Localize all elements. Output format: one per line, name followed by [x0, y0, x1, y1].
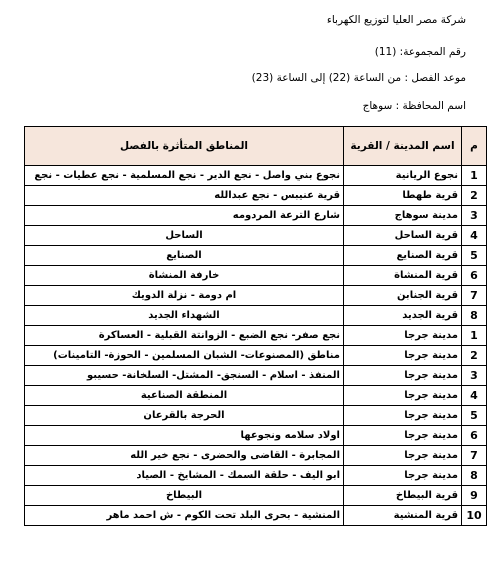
row-number: 5: [462, 246, 487, 266]
table-row: [25, 286, 487, 306]
row-areas: قرية عنيبس - نجع عبدالله: [25, 186, 344, 206]
row-areas: شارع الترعة المردومه: [25, 206, 344, 226]
row-city: مدينة جرجا: [344, 366, 462, 386]
table-row: [25, 246, 487, 266]
table-row: [25, 346, 487, 366]
table-body: [25, 166, 487, 526]
row-city: نجوع الريانية: [344, 166, 462, 186]
row-areas: خارفة المنشاة: [25, 266, 344, 286]
row-areas: اولاد سلامه ونجوعها: [25, 426, 344, 446]
row-number: 6: [462, 426, 487, 446]
table-row: [25, 386, 487, 406]
row-city: مدينة جرجا: [344, 446, 462, 466]
row-city: قرية الجديد: [344, 306, 462, 326]
row-areas: نجع صفر- نجع الضبع - الزوانتة القبلية - العساكرة: [25, 326, 344, 346]
row-number: 6: [462, 266, 487, 286]
row-city: مدينة جرجا: [344, 466, 462, 486]
row-areas: مناطق (المصنوعات- الشبان المسلمين - الحوزة- التامينات): [25, 346, 344, 366]
cut-schedule: موعد الفصل : من الساعة (22) إلى الساعة (23): [251, 72, 466, 84]
table-row: [25, 486, 487, 506]
company-name: شركة مصر العليا لتوزيع الكهرباء: [326, 14, 466, 26]
row-number: 2: [462, 186, 487, 206]
row-city: مدينة جرجا: [344, 386, 462, 406]
table-row: [25, 426, 487, 446]
row-areas: المنفذ - اسلام - السنجق- المشتل- السلخانة- حسيبو: [25, 366, 344, 386]
table-row: [25, 366, 487, 386]
table-row: [25, 266, 487, 286]
table-row: [25, 306, 487, 326]
row-number: 8: [462, 306, 487, 326]
governorate-name: اسم المحافظة : سوهاج: [362, 100, 466, 112]
row-areas: المجابرة - القاضى والحضرى - نجع خير الله: [25, 446, 344, 466]
row-number: 4: [462, 226, 487, 246]
row-city: قرية الساحل: [344, 226, 462, 246]
row-city: قرية الجنابن: [344, 286, 462, 306]
row-city: قرية الصنايع: [344, 246, 462, 266]
table-row: [25, 226, 487, 246]
row-number: 2: [462, 346, 487, 366]
row-city: قرية البيطاخ: [344, 486, 462, 506]
table-row: [25, 326, 487, 346]
table-row: [25, 506, 487, 526]
header-num: م: [462, 127, 487, 166]
row-city: مدينة جرجا: [344, 406, 462, 426]
row-number: 1: [462, 326, 487, 346]
row-areas: البيطاخ: [25, 486, 344, 506]
row-number: 5: [462, 406, 487, 426]
row-areas: المنطقة الصناعية: [25, 386, 344, 406]
table-row: [25, 166, 487, 186]
row-city: مدينة جرجا: [344, 426, 462, 446]
row-number: 3: [462, 366, 487, 386]
row-areas: ام دومة - نزلة الدويك: [25, 286, 344, 306]
outage-table: [24, 126, 487, 526]
row-areas: ابو اليف - حلقة السمك - المشايخ - الصياد: [25, 466, 344, 486]
row-areas: الحرجة بالقرعان: [25, 406, 344, 426]
row-number: 4: [462, 386, 487, 406]
row-city: قرية المنشية: [344, 506, 462, 526]
table-row: [25, 406, 487, 426]
row-number: 8: [462, 466, 487, 486]
row-number: 1: [462, 166, 487, 186]
table-row: [25, 446, 487, 466]
row-city: مدينة جرجا: [344, 326, 462, 346]
row-number: 3: [462, 206, 487, 226]
row-areas: نجوع بني واصل - نجع الدير - نجع المسلمية - نجع عطيات - نجع: [25, 166, 344, 186]
row-city: مدينة جرجا: [344, 346, 462, 366]
header-city: اسم المدينة / القرية: [344, 127, 462, 166]
row-areas: الشهداء الجديد: [25, 306, 344, 326]
row-city: مدينة سوهاج: [344, 206, 462, 226]
table-row: [25, 186, 487, 206]
row-number: 7: [462, 446, 487, 466]
row-number: 9: [462, 486, 487, 506]
row-city: قرية طهطا: [344, 186, 462, 206]
row-areas: المنشية - بحرى البلد تحت الكوم - ش احمد ماهر: [25, 506, 344, 526]
row-areas: الصنايع: [25, 246, 344, 266]
table-header-row: [25, 127, 487, 166]
group-number: رقم المجموعة: (11): [374, 46, 466, 58]
table-row: [25, 466, 487, 486]
row-city: قرية المنشاة: [344, 266, 462, 286]
row-areas: الساحل: [25, 226, 344, 246]
table-row: [25, 206, 487, 226]
row-number: 7: [462, 286, 487, 306]
row-number: 10: [462, 506, 487, 526]
header-areas: المناطق المتأثرة بالفصل: [25, 127, 344, 166]
